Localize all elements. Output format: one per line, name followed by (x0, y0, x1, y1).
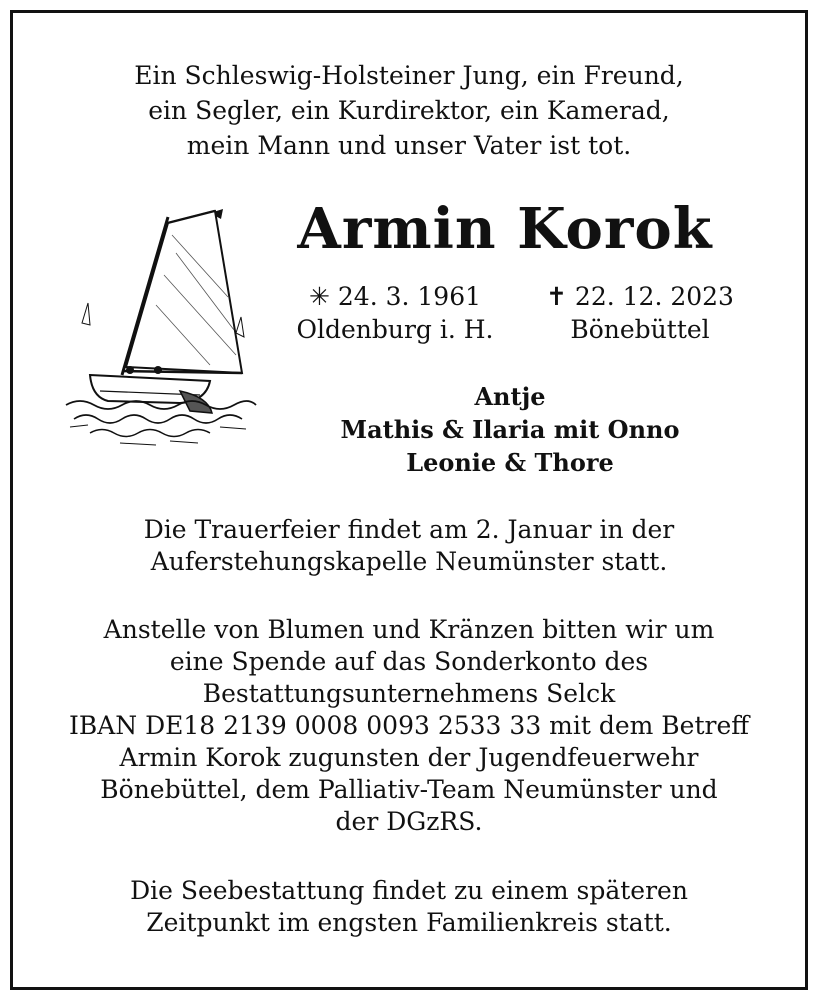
donation-line: Armin Korok zugunsten der Jugendfeuerwehr (119, 743, 699, 772)
burial-line: Die Seebestattung findet zu einem späteren (130, 876, 688, 905)
family-line: Leonie & Thore (406, 448, 614, 477)
family-line: Antje (474, 382, 546, 411)
burial-line: Zeitpunkt im engsten Familienkreis statt. (146, 908, 672, 937)
donation-line: Anstelle von Blumen und Kränzen bitten wir um (103, 615, 715, 644)
funeral-line: Die Trauerfeier findet am 2. Januar in der (143, 515, 675, 544)
intro-line: ein Segler, ein Kurdirektor, ein Kamerad, (148, 96, 670, 125)
donation-line: Bestattungsunternehmens Selck (202, 679, 616, 708)
family-line: Mathis & Ilaria mit Onno (340, 415, 680, 444)
donation-line: IBAN DE18 2139 0008 0093 2533 33 mit dem Betreff (68, 711, 750, 740)
death-date: ✝ 22. 12. 2023 (546, 282, 734, 311)
burial-paragraph (0, 875, 818, 939)
deceased-name: Armin Korok (297, 196, 713, 262)
donation-paragraph (0, 614, 818, 838)
funeral-paragraph (0, 514, 818, 578)
birth-info (285, 280, 505, 346)
funeral-line: Auferstehungskapelle Neumünster statt. (150, 547, 668, 576)
intro-line: mein Mann und unser Vater ist tot. (186, 131, 632, 160)
family-names (200, 380, 818, 479)
donation-line: Bönebüttel, dem Palliativ-Team Neumünster und (100, 775, 718, 804)
birth-place: Oldenburg i. H. (296, 315, 494, 344)
death-info (535, 280, 745, 346)
intro-line: Ein Schleswig-Holsteiner Jung, ein Freund, (134, 61, 684, 90)
intro-text (0, 58, 818, 163)
donation-line: der DGzRS. (335, 807, 483, 836)
donation-line: eine Spende auf das Sonderkonto des (169, 647, 649, 676)
birth-date: ✳ 24. 3. 1961 (308, 282, 482, 311)
death-place: Bönebüttel (570, 315, 710, 344)
